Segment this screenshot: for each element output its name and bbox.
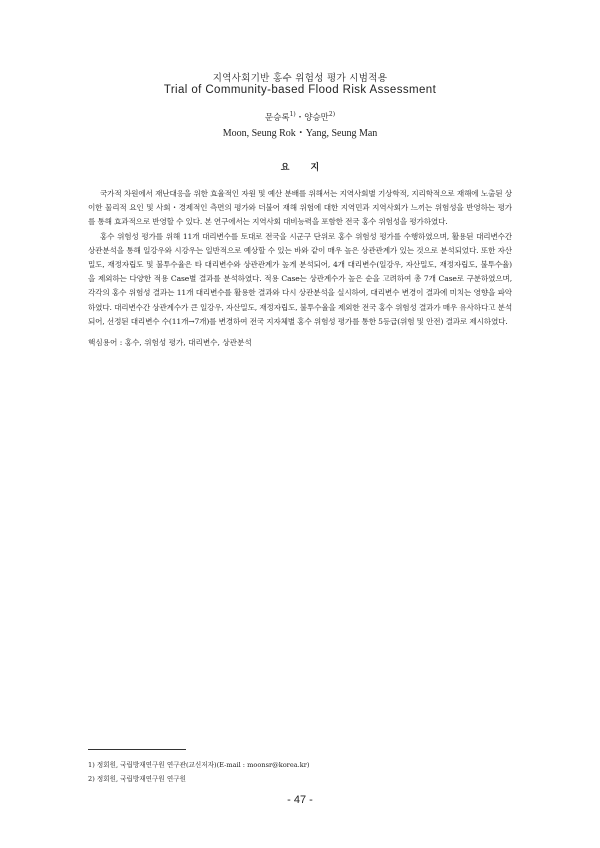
page-number: - 47 - <box>287 794 313 806</box>
title-korean: 지역사회기반 홍수 위험성 평가 시범적용 <box>212 73 388 84</box>
abstract-paragraph-2: 홍수 위험성 평가를 위해 11개 대리변수를 토대로 전국을 시군구 단위로 홍수 위험성 평가를 수행하였으며, 활용된 대리변수간 상관분석을 통해 일강우와 시강우는 일반적으로 예상할 수 있는 바와 같이 매우 높은 상관관계가 있는 것으로 분석되었다. 또한 자산밀도, 재정자립도 및 불투수율은 타 대리변수와 상관관계가 높게 분석되어, 4개 대리변수(일강우, 자산밀도, 재정자립도, 불투수율)을 제외하는 다양한 적용 Case별 결과를 분석하였다. 적용 Case는 상관계수가 높은 순을 고려하여 총 7개 Case로 구분하였으며, 각각의 홍수 위험성 결과는 11개 대리변수를 활용한 결과와 다시 상관분석을 실시하여, 대리변수 변경이 결과에 미치는 영향을 파악하였다. 대리변수간 상관계수가 큰 일강우, 자산밀도, 재정자립도, 불투수율을 제외한 전국 홍수 위험성 결과가 매우 유사하다고 분석되어, 선정된 대리변수 수(11개→7개)를 변경하여 전국 지자체별 홍수 위험성 평가를 통한 5등급(위험 및 안전) 결과로 제시하였다. <box>88 231 512 326</box>
author-separator: ・ <box>295 113 305 123</box>
author-1-footnote-mark: 1) <box>289 111 296 119</box>
abstract-paragraph-1: 국가적 차원에서 재난대응을 위한 효율적인 자원 및 예산 분배를 위해서는 지역사회별 기상학적, 지리학적으로 재해에 노출된 상이한 물리적 요인 및 사회・경제적인 측면의 평가와 더불어 재해 위험에 대한 지역민과 지역사회가 느끼는 위험성을 반영하는 평가를 통해 효과적으로 반영할 수 있다. 본 연구에서는 지역사회 대비능력을 포함한 전국 홍수 위험성을 평가하였다. <box>88 189 512 227</box>
author-2-name: 양승만 <box>304 113 329 123</box>
abstract-body <box>88 187 512 329</box>
footnote-2: 2) 정회원, 국립방재연구원 연구원 <box>88 775 186 783</box>
keywords: 핵심용어 : 홍수, 위험성 평가, 대리변수, 상관분석 <box>88 338 252 347</box>
author-2-footnote-mark: 2) <box>328 111 336 119</box>
footnote-1: 1) 정회원, 국립방재연구원 연구관(교신저자)(E-mail : moonsr@korea.kr) <box>88 761 310 769</box>
abstract-heading: 요 지 <box>280 163 320 173</box>
footnotes <box>88 758 512 786</box>
footnote-divider <box>88 749 186 750</box>
authors-korean <box>0 111 600 123</box>
authors-english: Moon, Seung Rok・Yang, Seung Man <box>222 128 378 139</box>
title-english: Trial of Community-based Flood Risk Assessment <box>163 84 437 96</box>
author-1-name: 문승록 <box>264 113 290 123</box>
